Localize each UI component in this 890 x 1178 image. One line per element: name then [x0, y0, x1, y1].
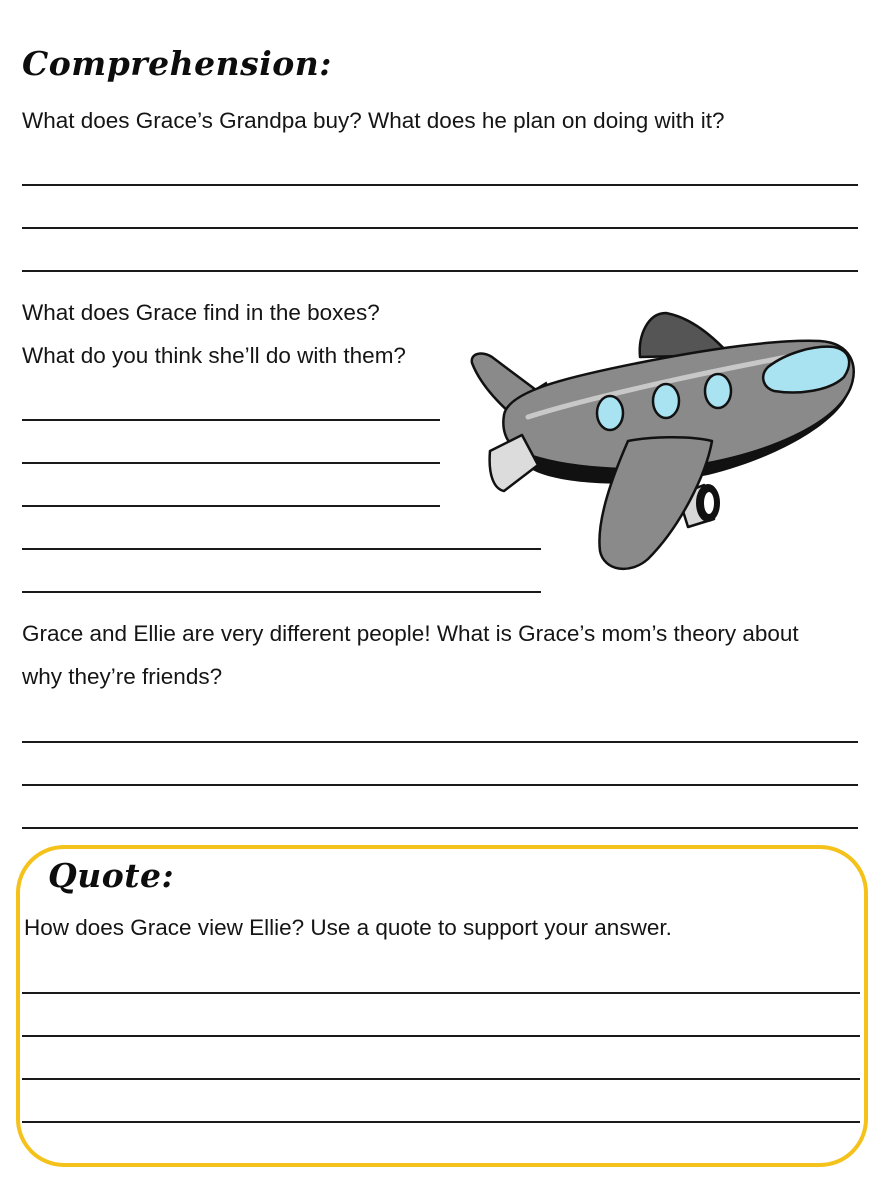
- answer-line[interactable]: [22, 741, 858, 743]
- quote-question: How does Grace view Ellie? Use a quote to support your answer.: [24, 915, 672, 940]
- answer-line[interactable]: [22, 1035, 860, 1037]
- answer-line[interactable]: [22, 784, 858, 786]
- question-3-line-2: why they’re friends?: [22, 664, 223, 689]
- question-2-line-2: What do you think she’ll do with them?: [22, 343, 406, 368]
- question-1: What does Grace’s Grandpa buy? What does he plan on doing with it?: [22, 108, 725, 133]
- answer-line[interactable]: [22, 992, 860, 994]
- answer-line[interactable]: [22, 827, 858, 829]
- answer-line[interactable]: [22, 548, 541, 550]
- answer-line[interactable]: [22, 270, 858, 272]
- question-3-line-1: Grace and Ellie are very different people! What is Grace’s mom’s theory about: [22, 621, 799, 646]
- answer-line[interactable]: [22, 462, 440, 464]
- answer-line[interactable]: [22, 227, 858, 229]
- question-2-line-1: What does Grace find in the boxes?: [22, 300, 380, 325]
- plane-window: [705, 374, 731, 408]
- answer-line[interactable]: [22, 505, 440, 507]
- answer-line[interactable]: [22, 1078, 860, 1080]
- plane-window: [653, 384, 679, 418]
- answer-line[interactable]: [22, 419, 440, 421]
- answer-line[interactable]: [22, 184, 858, 186]
- airplane-icon: [468, 305, 860, 575]
- answer-line[interactable]: [22, 591, 541, 593]
- plane-window: [597, 396, 623, 430]
- quote-heading: Quote:: [48, 856, 175, 895]
- comprehension-heading: Comprehension:: [22, 44, 332, 83]
- answer-line[interactable]: [22, 1121, 860, 1123]
